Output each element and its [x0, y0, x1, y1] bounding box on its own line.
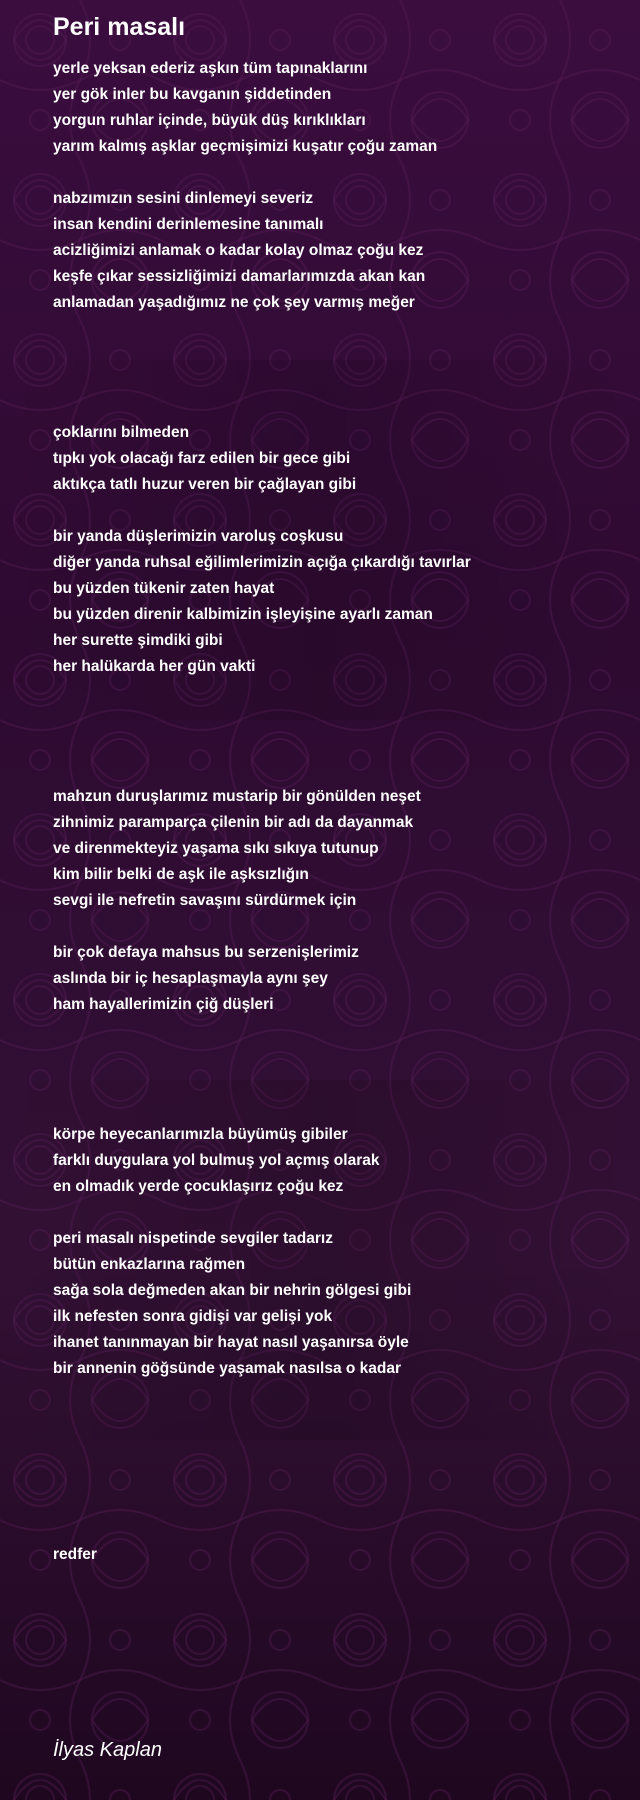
poem-line: diğer yanda ruhsal eğilimlerimizin açığa çıkardığı tavırlar	[53, 554, 471, 571]
poem-line: keşfe çıkar sessizliğimizi damarlarımızda akan kan	[53, 268, 426, 285]
poem-signature: redfer	[53, 1546, 97, 1563]
poem-line: sağa sola değmeden akan bir nehrin gölgesi gibi	[53, 1282, 412, 1299]
poem-line: farklı duygulara yol bulmuş yol açmış olarak	[53, 1152, 380, 1169]
stanza	[53, 1226, 613, 1382]
poem-line: ham hayallerimizin çiğ düşleri	[53, 996, 274, 1013]
poem-line: bir annenin göğsünde yaşamak nasılsa o kadar	[53, 1360, 402, 1377]
poem-line: tıpkı yok olacağı farz edilen bir gece gibi	[53, 450, 351, 467]
poem-line: ve direnmekteyiz yaşama sıkı sıkıya tutunup	[53, 840, 379, 857]
poem	[53, 10, 613, 1408]
poem-line: sevgi ile nefretin savaşını sürdürmek için	[53, 892, 357, 909]
stanza	[53, 420, 613, 498]
poem-line: körpe heyecanlarımızla büyümüş gibiler	[53, 1126, 348, 1143]
poem-line: peri masalı nispetinde sevgiler tadarız	[53, 1230, 333, 1247]
stanza	[53, 524, 613, 680]
poem-title: Peri masalı	[53, 13, 186, 41]
poem-line: aslında bir iç hesaplaşmayla aynı şey	[53, 970, 328, 987]
poem-line: bu yüzden direnir kalbimizin işleyişine ayarlı zaman	[53, 606, 433, 623]
poem-line: zihnimiz paramparça çilenin bir adı da dayanmak	[53, 814, 414, 831]
poem-line: nabzımızın sesini dinlemeyi severiz	[53, 190, 314, 207]
poem-line: çoklarını bilmeden	[53, 424, 190, 441]
stanza	[53, 940, 613, 1018]
poem-line: bütün enkazlarına rağmen	[53, 1256, 246, 1273]
stanza	[53, 56, 613, 160]
poem-line: anlamadan yaşadığımız ne çok şey varmış meğer	[53, 294, 415, 311]
poem-line: acizliğimizi anlamak o kadar kolay olmaz çoğu kez	[53, 242, 424, 259]
poem-line: yerle yeksan ederiz aşkın tüm tapınaklarını	[53, 60, 368, 77]
poem-line: bu yüzden tükenir zaten hayat	[53, 580, 275, 597]
poem-line: yer gök inler bu kavganın şiddetinden	[53, 86, 332, 103]
poem-line: her surette şimdiki gibi	[53, 632, 223, 649]
author-name: İlyas Kaplan	[53, 1739, 162, 1761]
poem-line: yorgun ruhlar içinde, büyük düş kırıklıkları	[53, 112, 366, 129]
stanza	[53, 784, 613, 914]
poem-line: ihanet tanınmayan bir hayat nasıl yaşanırsa öyle	[53, 1334, 409, 1351]
poem-line: her halükarda her gün vakti	[53, 658, 256, 675]
poem-line: yarım kalmış aşklar geçmişimizi kuşatır çoğu zaman	[53, 138, 438, 155]
poem-line: bir çok defaya mahsus bu serzenişlerimiz	[53, 944, 359, 961]
poem-line: bir yanda düşlerimizin varoluş coşkusu	[53, 528, 344, 545]
stanza	[53, 186, 613, 316]
poem-line: en olmadık yerde çocuklaşırız çoğu kez	[53, 1178, 344, 1195]
poem-line: mahzun duruşlarımız mustarip bir gönülden neşet	[53, 788, 421, 805]
poem-line: aktıkça tatlı huzur veren bir çağlayan gibi	[53, 476, 357, 493]
stanza	[53, 1122, 613, 1200]
poem-line: kim bilir belki de aşk ile aşksızlığın	[53, 866, 309, 883]
poem-line: insan kendini derinlemesine tanımalı	[53, 216, 324, 233]
poem-body	[53, 56, 613, 1382]
poem-line: ilk nefesten sonra gidişi var gelişi yok	[53, 1308, 333, 1325]
